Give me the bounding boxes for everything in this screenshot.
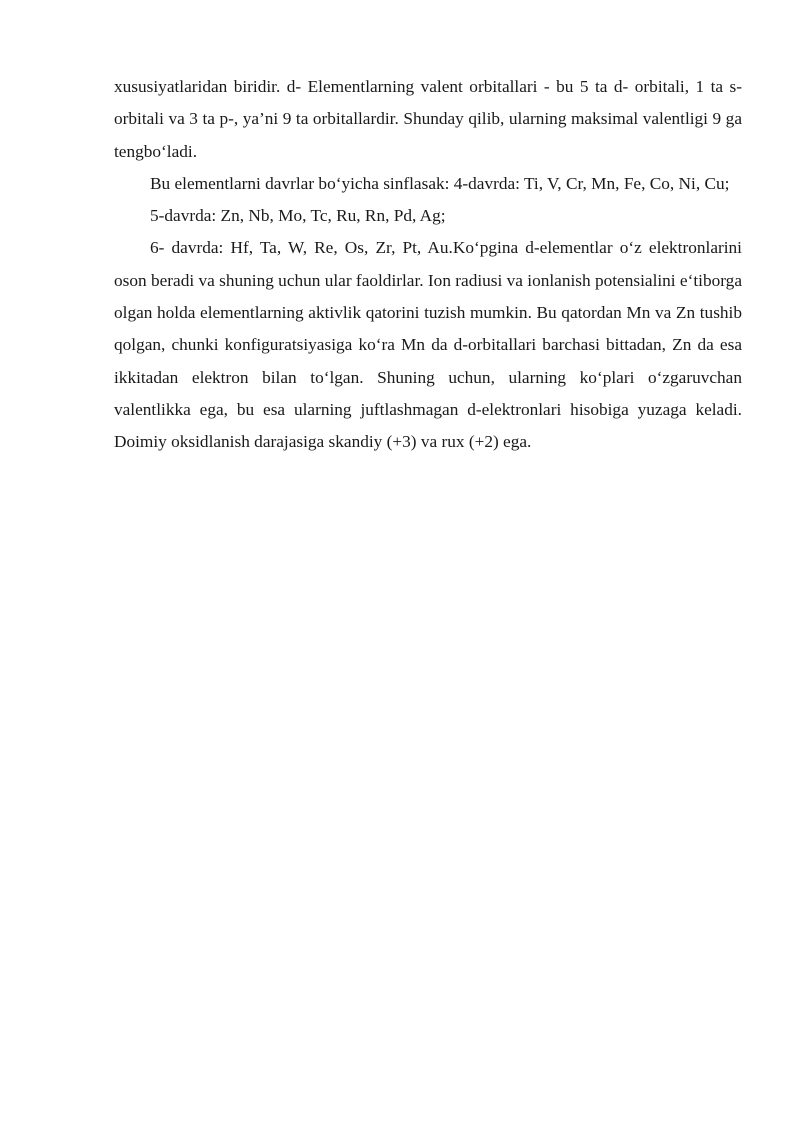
paragraph-period-5: 5-davrda: Zn, Nb, Mo, Tc, Ru, Rn, Pd, Ag;	[150, 206, 446, 226]
paragraph-continuation: xususiyatlaridan biridir. d- Elementlarning valent orbitallari - bu 5 ta d- orbitali, 1 ta s- orbitali va 3 ta p-, ya’ni 9 ta orbitallardir. Shunday qilib, ularning maksimal valentligi 9 ga tengbo‘ladi.	[114, 77, 742, 161]
paragraph-period-4: Bu elementlarni davrlar bo‘yicha sinflasak: 4-davrda: Ti, V, Cr, Mn, Fe, Co, Ni, Cu;	[150, 173, 730, 193]
body-text	[114, 71, 742, 459]
paragraph-period-6: 6- davrda: Hf, Ta, W, Re, Os, Zr, Pt, Au.Ko‘pgina d-elementlar o‘z elektronlarini oson beradi va shuning uchun ular faoldirlar. Ion radiusi va ionlanish potensialini e‘tiborga olgan holda elementlarning aktivlik qatorini tuzish mumkin. Bu qatordan Mn va Zn tushib qolgan, chunki konfiguratsiyasiga ko‘ra Mn da d-orbitallari barchasi bittadan, Zn da esa ikkitadan elektron bilan to‘lgan. Shuning uchun, ularning ko‘plari o‘zgaruvchan valentlikka ega, bu esa ularning juftlashmagan d-elektronlari hisobiga yuzaga keladi. Doimiy oksidlanish darajasiga skandiy (+3) va rux (+2) ega.	[114, 238, 742, 452]
